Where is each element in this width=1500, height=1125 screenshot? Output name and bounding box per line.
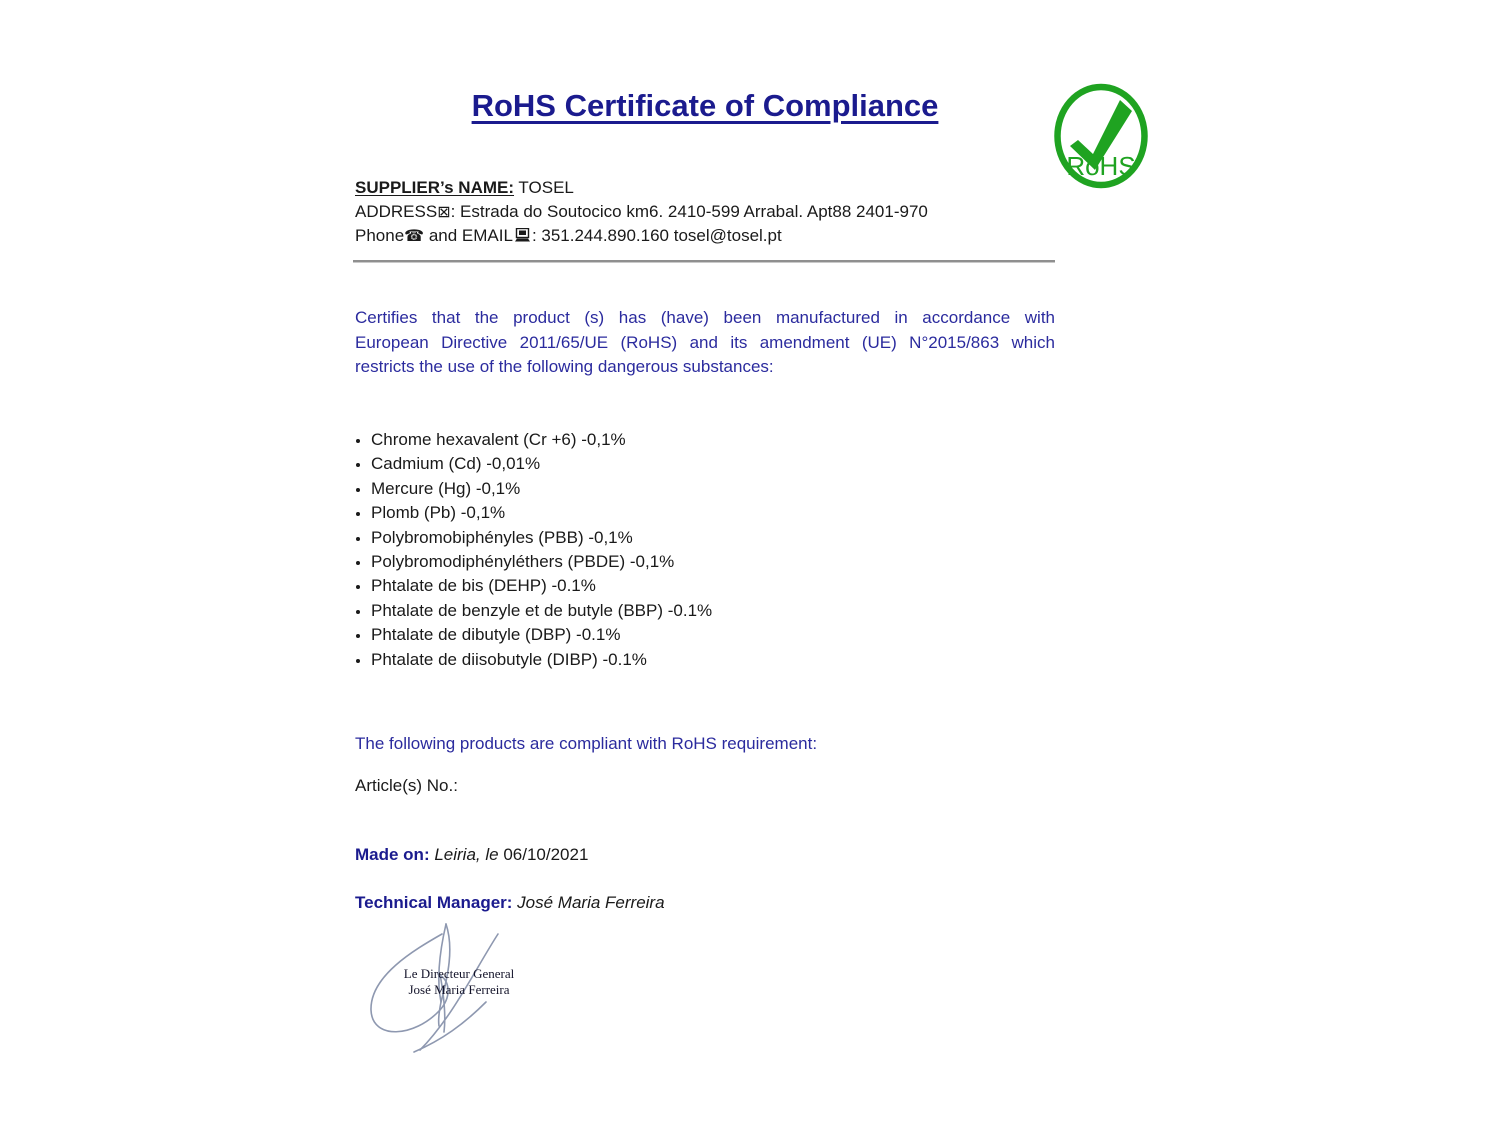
made-on-place: Leiria, le bbox=[429, 845, 504, 864]
substance-item: • Cadmium (Cd) -0,01% bbox=[371, 452, 1055, 476]
email-label: and EMAIL bbox=[424, 226, 513, 245]
compliance-statement: The following products are compliant with RoHS requirement: bbox=[355, 734, 818, 753]
signature-caption-line1: Le Directeur General bbox=[403, 966, 515, 981]
substance-item: • Plomb (Pb) -0,1% bbox=[371, 501, 1055, 525]
made-on-line bbox=[355, 845, 1055, 865]
technical-manager-label: Technical Manager: bbox=[355, 893, 513, 912]
address-label: ADDRESS bbox=[355, 202, 438, 221]
phone-label: Phone bbox=[355, 226, 405, 245]
computer-email-icon bbox=[514, 228, 531, 243]
certification-paragraph bbox=[355, 306, 1055, 380]
address-value: : Estrada do Soutocico km6. 2410-599 Arrabal. Apt88 2401-970 bbox=[450, 202, 928, 221]
substance-item: • Polybromodiphényléthers (PBDE) -0,1% bbox=[371, 550, 1055, 574]
supplier-contact-line bbox=[355, 224, 1055, 248]
supplier-name-line bbox=[355, 176, 1055, 200]
substance-item: • Phtalate de dibutyle (DBP) -0.1% bbox=[371, 623, 1055, 647]
signature-caption bbox=[394, 966, 524, 998]
restricted-substances-list bbox=[355, 428, 1055, 672]
supplier-block bbox=[355, 176, 1055, 248]
signature-caption-line2: José Maria Ferreira bbox=[408, 982, 510, 997]
envelope-icon: ⊠ bbox=[437, 202, 451, 221]
technical-manager-name: José Maria Ferreira bbox=[512, 893, 665, 912]
certification-line-1: Certifies that the product (s) has (have) been manufactured in accordance with bbox=[355, 308, 1055, 327]
signature-block bbox=[356, 920, 566, 1060]
substance-item: • Polybromobiphényles (PBB) -0,1% bbox=[371, 526, 1055, 550]
contact-value: : 351.244.890.160 tosel@tosel.pt bbox=[531, 226, 782, 245]
substance-item: • Mercure (Hg) -0,1% bbox=[371, 477, 1055, 501]
telephone-icon: ☎ bbox=[404, 226, 425, 245]
rohs-logo-graphic bbox=[1053, 83, 1149, 189]
certification-line-3: restricts the use of the following dangerous substances: bbox=[355, 357, 774, 376]
page-title: RoHS Certificate of Compliance bbox=[471, 88, 939, 123]
rohs-logo bbox=[1053, 83, 1149, 189]
certification-line-2: European Directive 2011/65/UE (RoHS) and its amendment (UE) N°2015/863 which bbox=[355, 332, 1055, 352]
substance-item: • Phtalate de bis (DEHP) -0.1% bbox=[371, 574, 1055, 598]
rohs-logo-text: RoHS bbox=[1066, 151, 1136, 181]
supplier-address-line bbox=[355, 200, 1055, 224]
supplier-name-label: SUPPLIER’s NAME: bbox=[355, 178, 515, 197]
supplier-name-value: TOSEL bbox=[514, 178, 574, 197]
article-number-label: Article(s) No.: bbox=[355, 776, 458, 795]
section-divider bbox=[353, 260, 1055, 263]
substance-item: • Phtalate de diisobutyle (DIBP) -0.1% bbox=[371, 648, 1055, 672]
technical-manager-line bbox=[355, 893, 1055, 913]
made-on-label: Made on: bbox=[355, 845, 430, 864]
made-on-date: 06/10/2021 bbox=[503, 845, 589, 864]
substance-item: • Phtalate de benzyle et de butyle (BBP) -0.1% bbox=[371, 599, 1055, 623]
substance-item: • Chrome hexavalent (Cr +6) -0,1% bbox=[371, 428, 1055, 452]
